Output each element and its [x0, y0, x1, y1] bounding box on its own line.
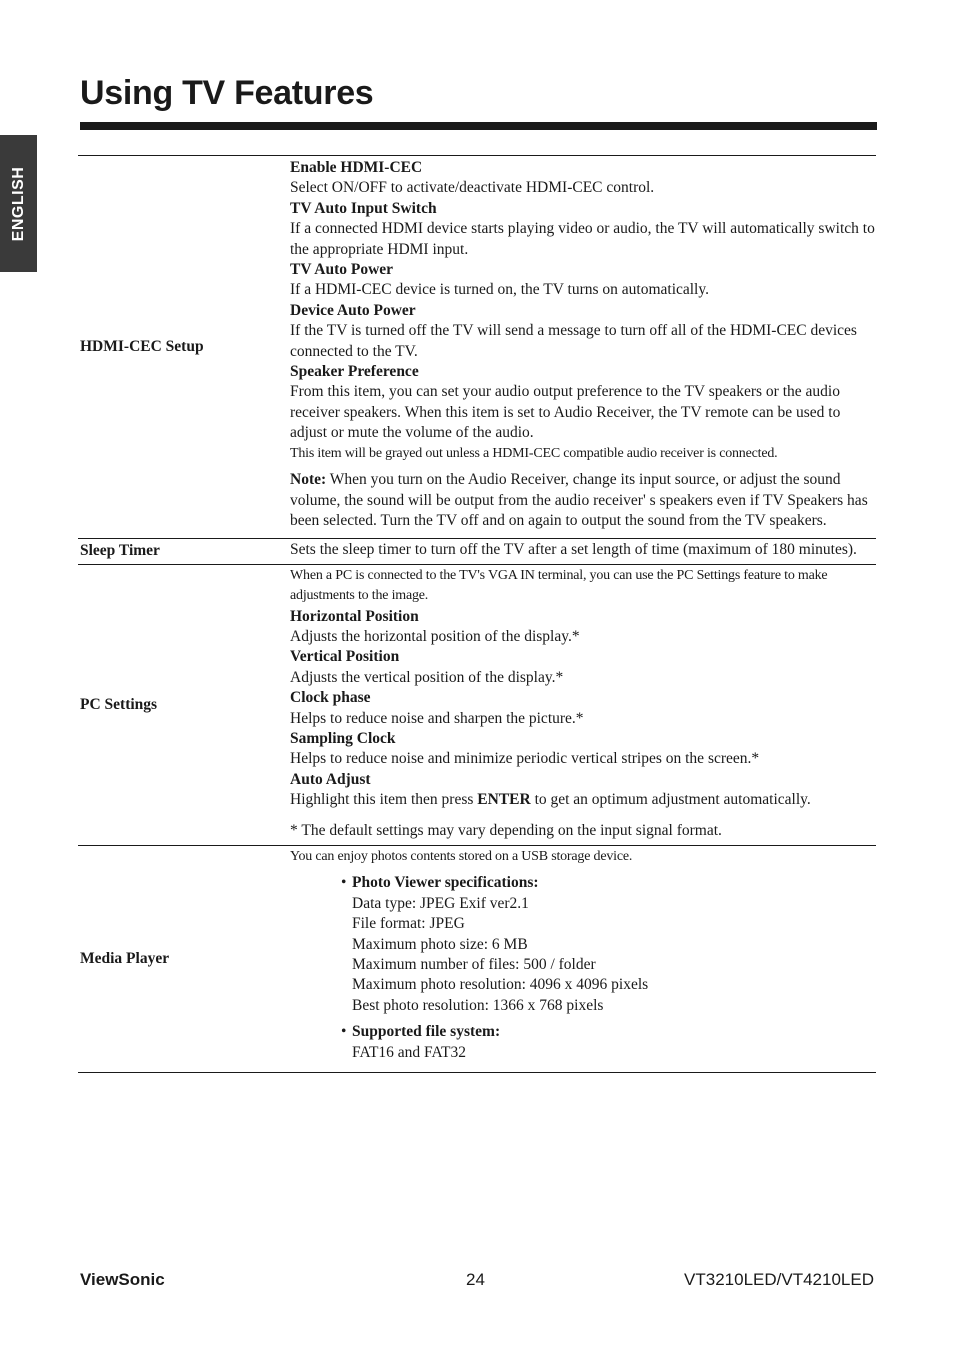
speaker-preference-text: From this item, you can set your audio output preference to the TV speakers or the audio receiver speakers. When this item is set to Audio Receiver, the TV remote can be used to adjust or mute the volume of the audio. [290, 383, 841, 442]
clock-phase-text: Helps to reduce noise and sharpen the picture.* [290, 709, 584, 727]
supported-file-system [342, 1022, 876, 1063]
tv-auto-input-heading: TV Auto Input Switch [290, 199, 437, 217]
media-player-intro: You can enjoy photos contents stored on a USB storage device. [290, 849, 633, 864]
vertical-position-heading: Vertical Position [290, 648, 400, 666]
photo-viewer-heading: Photo Viewer specifications: [352, 874, 539, 892]
language-tab-label: ENGLISH [9, 166, 27, 241]
sampling-clock-text: Helps to reduce noise and minimize periodic vertical stripes on the screen.* [290, 750, 760, 768]
footer-model: VT3210LED/VT4210LED [684, 1270, 874, 1289]
media-spec-list [342, 873, 876, 1063]
features-table [78, 155, 876, 1073]
photo-spec-line: Maximum photo size: 6 MB [352, 935, 528, 953]
row-desc-hdmi-cec [290, 156, 876, 539]
row-desc-media-player [290, 846, 876, 1073]
title-rule [80, 122, 877, 130]
table-row-hdmi-cec [78, 156, 876, 539]
device-auto-power-text: If the TV is turned off the TV will send a message to turn off all of the HDMI-CEC devices connected to the TV. [290, 322, 857, 360]
file-system-text: FAT16 and FAT32 [352, 1043, 466, 1061]
footer-brand: ViewSonic [80, 1270, 165, 1289]
auto-adjust-text-start: Highlight this item then press [290, 791, 478, 809]
note-text: When you turn on the Audio Receiver, change its input source, or adjust the sound volume, the sound will be output from the audio receiver' s speakers even if TV Speakers has been selected. Turn the TV off and on again to output the sound from the TV speakers. [290, 471, 868, 529]
page-title: Using TV Features [80, 74, 374, 112]
photo-viewer-specs [342, 873, 876, 1016]
enter-key-label: ENTER [477, 791, 531, 809]
row-desc-pc-settings [290, 564, 876, 845]
row-label-media-player: Media Player [78, 846, 290, 1073]
tv-auto-power-heading: TV Auto Power [290, 261, 394, 279]
footer-page-number: 24 [466, 1270, 485, 1289]
bullet-icon: • [341, 1023, 347, 1041]
enable-hdmi-cec-heading: Enable HDMI-CEC [290, 159, 423, 176]
pc-settings-footnote: * The default settings may vary depending on the input signal format. [290, 821, 722, 839]
horizontal-position-heading: Horizontal Position [290, 607, 419, 625]
row-desc-sleep-timer [290, 539, 876, 564]
sleep-timer-text: Sets the sleep timer to turn off the TV after a set length of time (maximum of 180 minutes). [290, 541, 857, 559]
enable-hdmi-cec-text: Select ON/OFF to activate/deactivate HDMI-CEC control. [290, 179, 655, 197]
device-auto-power-heading: Device Auto Power [290, 301, 416, 319]
table-row-pc-settings [78, 564, 876, 845]
file-system-heading: Supported file system: [352, 1023, 501, 1041]
photo-spec-line: Best photo resolution: 1366 x 768 pixels [352, 996, 604, 1014]
note-label: Note: [290, 471, 327, 489]
photo-spec-line: File format: JPEG [352, 915, 465, 933]
language-tab [0, 135, 37, 272]
vertical-position-text: Adjusts the vertical position of the display.* [290, 668, 564, 686]
photo-spec-line: Maximum photo resolution: 4096 x 4096 pixels [352, 976, 649, 994]
speaker-preference-heading: Speaker Preference [290, 363, 419, 381]
tv-auto-power-text: If a HDMI-CEC device is turned on, the TV turns on automatically. [290, 281, 709, 299]
horizontal-position-text: Adjusts the horizontal position of the display.* [290, 627, 580, 645]
table-row-media-player [78, 846, 876, 1073]
auto-adjust-heading: Auto Adjust [290, 770, 371, 788]
tv-auto-input-text: If a connected HDMI device starts playing video or audio, the TV will automatically switch to the appropriate HDMI input. [290, 220, 875, 258]
photo-spec-line: Data type: JPEG Exif ver2.1 [352, 894, 529, 912]
speaker-preference-small-note: This item will be grayed out unless a HDMI-CEC compatible audio receiver is connected. [290, 445, 778, 461]
sampling-clock-heading: Sampling Clock [290, 729, 396, 747]
row-label-pc-settings: PC Settings [78, 564, 290, 845]
row-label-hdmi-cec: HDMI-CEC Setup [78, 156, 290, 539]
table-row-sleep-timer [78, 539, 876, 564]
audio-receiver-note [290, 470, 876, 531]
row-label-sleep-timer: Sleep Timer [78, 539, 290, 564]
bullet-icon: • [341, 874, 347, 892]
clock-phase-heading: Clock phase [290, 689, 371, 707]
auto-adjust-text-end: to get an optimum adjustment automatically. [530, 791, 811, 809]
photo-spec-line: Maximum number of files: 500 / folder [352, 956, 596, 974]
auto-adjust-text [290, 790, 876, 810]
pc-settings-intro: When a PC is connected to the TV's VGA IN terminal, you can use the PC Settings feature to make adjustments to the image. [290, 567, 828, 604]
